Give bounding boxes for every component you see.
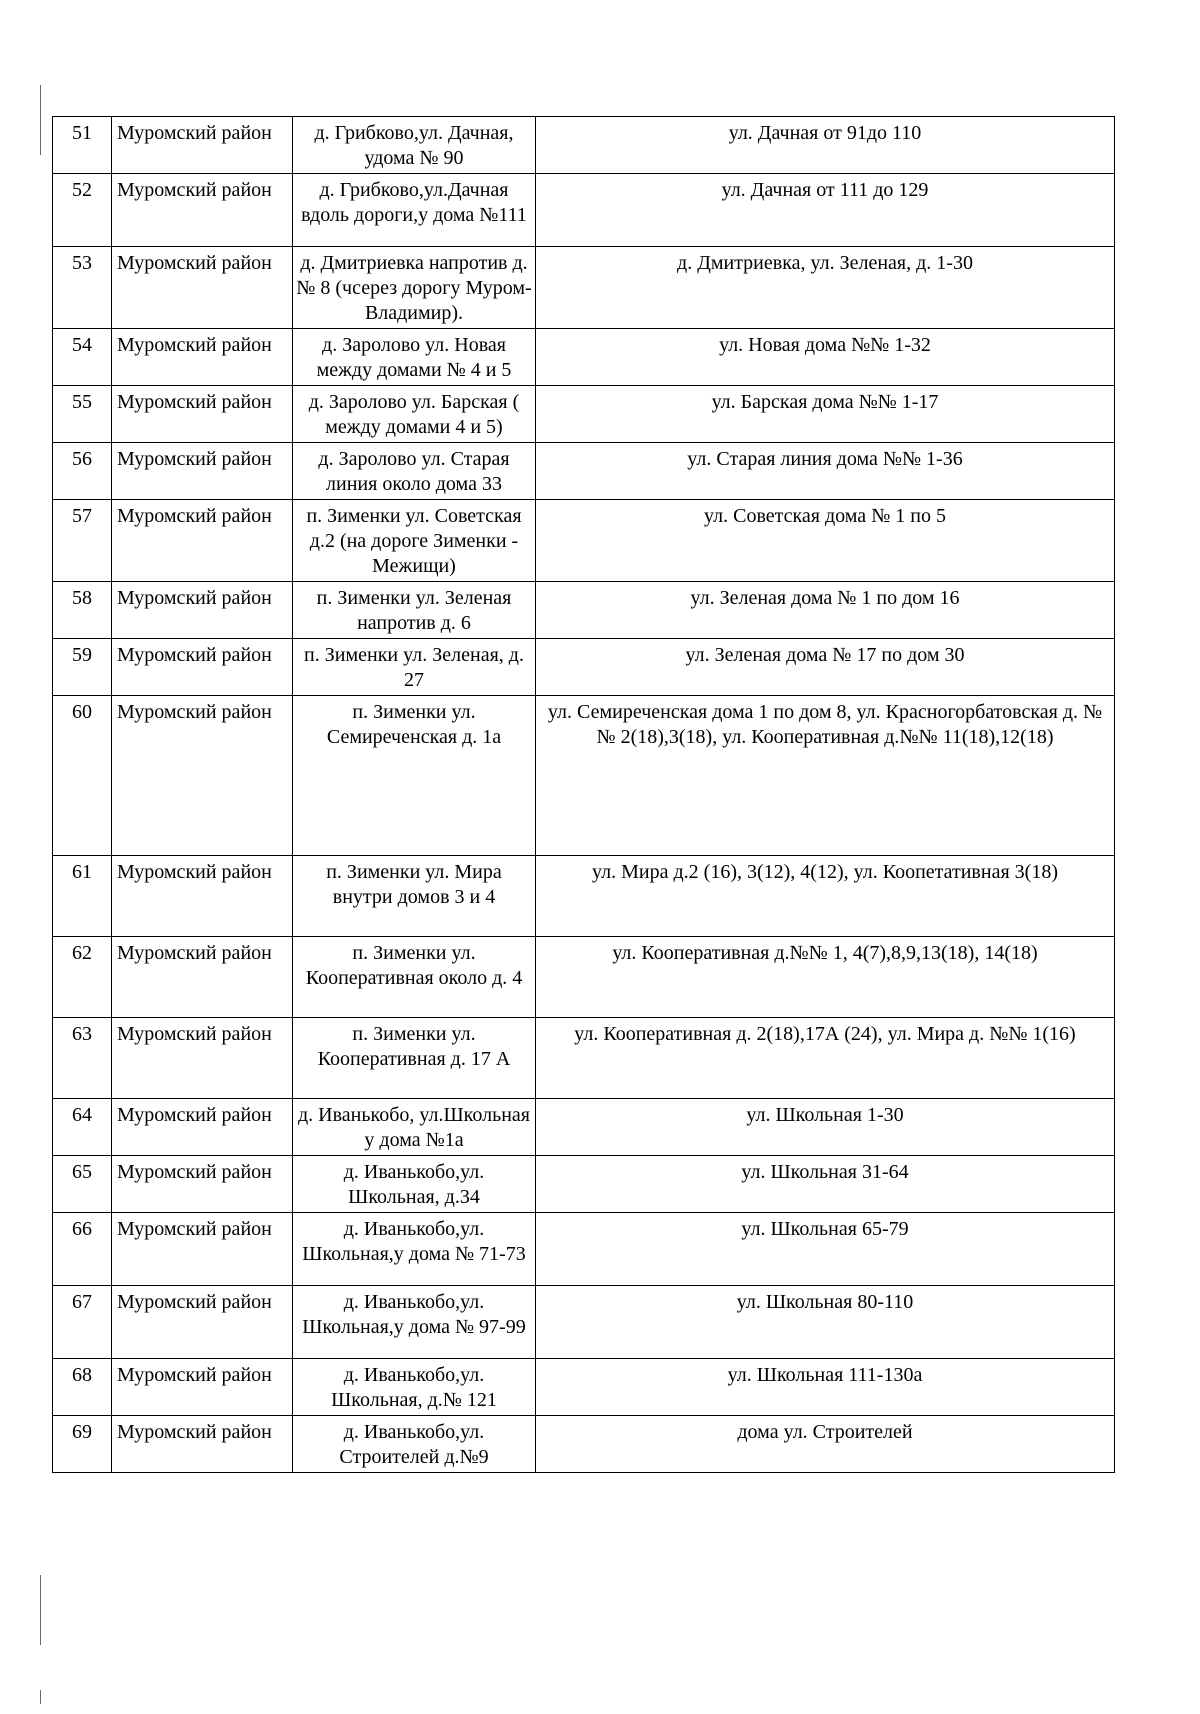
district-cell: Муромский район	[112, 247, 293, 329]
location-cell: д. Грибково,ул.Дачная вдоль дороги,у дома №111	[293, 174, 536, 247]
district-cell: Муромский район	[112, 696, 293, 856]
table-row	[53, 696, 1115, 856]
table-row	[53, 639, 1115, 696]
table-row	[53, 117, 1115, 174]
table-row	[53, 386, 1115, 443]
location-cell: п. Зименки ул. Зеленая напротив д. 6	[293, 582, 536, 639]
district-cell: Муромский район	[112, 117, 293, 174]
location-cell: п. Зименки ул. Кооперативная около д. 4	[293, 937, 536, 1018]
served-addresses-cell: ул. Дачная от 111 до 129	[536, 174, 1115, 247]
served-addresses-cell: ул. Школьная 65-79	[536, 1213, 1115, 1286]
row-number: 62	[53, 937, 112, 1018]
district-cell: Муромский район	[112, 1156, 293, 1213]
table-row	[53, 582, 1115, 639]
served-addresses-cell: ул. Кооперативная д.№№ 1, 4(7),8,9,13(18), 14(18)	[536, 937, 1115, 1018]
district-cell: Муромский район	[112, 329, 293, 386]
row-number: 60	[53, 696, 112, 856]
row-number: 57	[53, 500, 112, 582]
row-number: 66	[53, 1213, 112, 1286]
table-row	[53, 443, 1115, 500]
district-cell: Муромский район	[112, 639, 293, 696]
served-addresses-cell: ул. Барская дома №№ 1-17	[536, 386, 1115, 443]
table-row	[53, 1416, 1115, 1473]
location-cell: д. Грибково,ул. Дачная, удома № 90	[293, 117, 536, 174]
district-cell: Муромский район	[112, 1359, 293, 1416]
table-row	[53, 329, 1115, 386]
location-cell: п. Зименки ул. Кооперативная д. 17 А	[293, 1018, 536, 1099]
district-cell: Муромский район	[112, 856, 293, 937]
location-cell: п. Зименки ул. Мира внутри домов 3 и 4	[293, 856, 536, 937]
served-addresses-cell: дома ул. Строителей	[536, 1416, 1115, 1473]
location-cell: п. Зименки ул. Зеленая, д. 27	[293, 639, 536, 696]
table-row	[53, 1156, 1115, 1213]
district-cell: Муромский район	[112, 500, 293, 582]
location-cell: д. Иванькобо,ул. Школьная,у дома № 97-99	[293, 1286, 536, 1359]
district-cell: Муромский район	[112, 174, 293, 247]
location-cell: д. Заролово ул. Барская ( между домами 4 и 5)	[293, 386, 536, 443]
scan-edge-mark	[40, 1690, 41, 1704]
district-cell: Муромский район	[112, 1213, 293, 1286]
served-addresses-cell: д. Дмитриевка, ул. Зеленая, д. 1-30	[536, 247, 1115, 329]
collection-points-table	[52, 116, 1115, 1473]
district-cell: Муромский район	[112, 937, 293, 1018]
served-addresses-cell: ул. Школьная 111-130а	[536, 1359, 1115, 1416]
location-cell: д. Заролово ул. Новая между домами № 4 и 5	[293, 329, 536, 386]
district-cell: Муромский район	[112, 1416, 293, 1473]
table-row	[53, 856, 1115, 937]
served-addresses-cell: ул. Старая линия дома №№ 1-36	[536, 443, 1115, 500]
location-cell: д. Заролово ул. Старая линия около дома 33	[293, 443, 536, 500]
row-number: 67	[53, 1286, 112, 1359]
served-addresses-cell: ул. Зеленая дома № 17 по дом 30	[536, 639, 1115, 696]
row-number: 56	[53, 443, 112, 500]
location-cell: п. Зименки ул. Советская д.2 (на дороге Зименки - Межищи)	[293, 500, 536, 582]
row-number: 53	[53, 247, 112, 329]
served-addresses-cell: ул. Школьная 80-110	[536, 1286, 1115, 1359]
served-addresses-cell: ул. Новая дома №№ 1-32	[536, 329, 1115, 386]
served-addresses-cell: ул. Кооперативная д. 2(18),17А (24), ул. Мира д. №№ 1(16)	[536, 1018, 1115, 1099]
table-body	[53, 117, 1115, 1473]
table-row	[53, 1359, 1115, 1416]
table-row	[53, 1099, 1115, 1156]
location-cell: д. Иванькобо,ул. Школьная, д.34	[293, 1156, 536, 1213]
row-number: 65	[53, 1156, 112, 1213]
table-row	[53, 247, 1115, 329]
location-cell: д. Иванькобо,ул. Строителей д.№9	[293, 1416, 536, 1473]
location-cell: д. Иванькобо,ул. Школьная,у дома № 71-73	[293, 1213, 536, 1286]
table-row	[53, 937, 1115, 1018]
district-cell: Муромский район	[112, 1018, 293, 1099]
location-cell: д. Иванькобо,ул. Школьная, д.№ 121	[293, 1359, 536, 1416]
row-number: 58	[53, 582, 112, 639]
served-addresses-cell: ул. Зеленая дома № 1 по дом 16	[536, 582, 1115, 639]
served-addresses-cell: ул. Дачная от 91до 110	[536, 117, 1115, 174]
scan-edge-mark	[40, 1575, 41, 1645]
served-addresses-cell: ул. Мира д.2 (16), 3(12), 4(12), ул. Коопетативная 3(18)	[536, 856, 1115, 937]
scan-edge-mark	[40, 85, 41, 155]
location-cell: д. Иванькобо, ул.Школьная у дома №1а	[293, 1099, 536, 1156]
row-number: 54	[53, 329, 112, 386]
row-number: 63	[53, 1018, 112, 1099]
row-number: 64	[53, 1099, 112, 1156]
served-addresses-cell: ул. Семиреченская дома 1 по дом 8, ул. Красногорбатовская д. №№ 2(18),3(18), ул. Кооперативная д.№№ 11(18),12(18)	[536, 696, 1115, 856]
row-number: 68	[53, 1359, 112, 1416]
table-row	[53, 1213, 1115, 1286]
district-cell: Муромский район	[112, 1099, 293, 1156]
district-cell: Муромский район	[112, 386, 293, 443]
table-row	[53, 1018, 1115, 1099]
district-cell: Муромский район	[112, 582, 293, 639]
row-number: 55	[53, 386, 112, 443]
served-addresses-cell: ул. Советская дома № 1 по 5	[536, 500, 1115, 582]
served-addresses-cell: ул. Школьная 1-30	[536, 1099, 1115, 1156]
served-addresses-cell: ул. Школьная 31-64	[536, 1156, 1115, 1213]
row-number: 59	[53, 639, 112, 696]
location-cell: п. Зименки ул. Семиреченская д. 1а	[293, 696, 536, 856]
district-cell: Муромский район	[112, 443, 293, 500]
table-row	[53, 500, 1115, 582]
table-row	[53, 1286, 1115, 1359]
row-number: 69	[53, 1416, 112, 1473]
location-cell: д. Дмитриевка напротив д. № 8 (чсерез дорогу Муром-Владимир).	[293, 247, 536, 329]
district-cell: Муромский район	[112, 1286, 293, 1359]
table-row	[53, 174, 1115, 247]
row-number: 51	[53, 117, 112, 174]
row-number: 61	[53, 856, 112, 937]
row-number: 52	[53, 174, 112, 247]
